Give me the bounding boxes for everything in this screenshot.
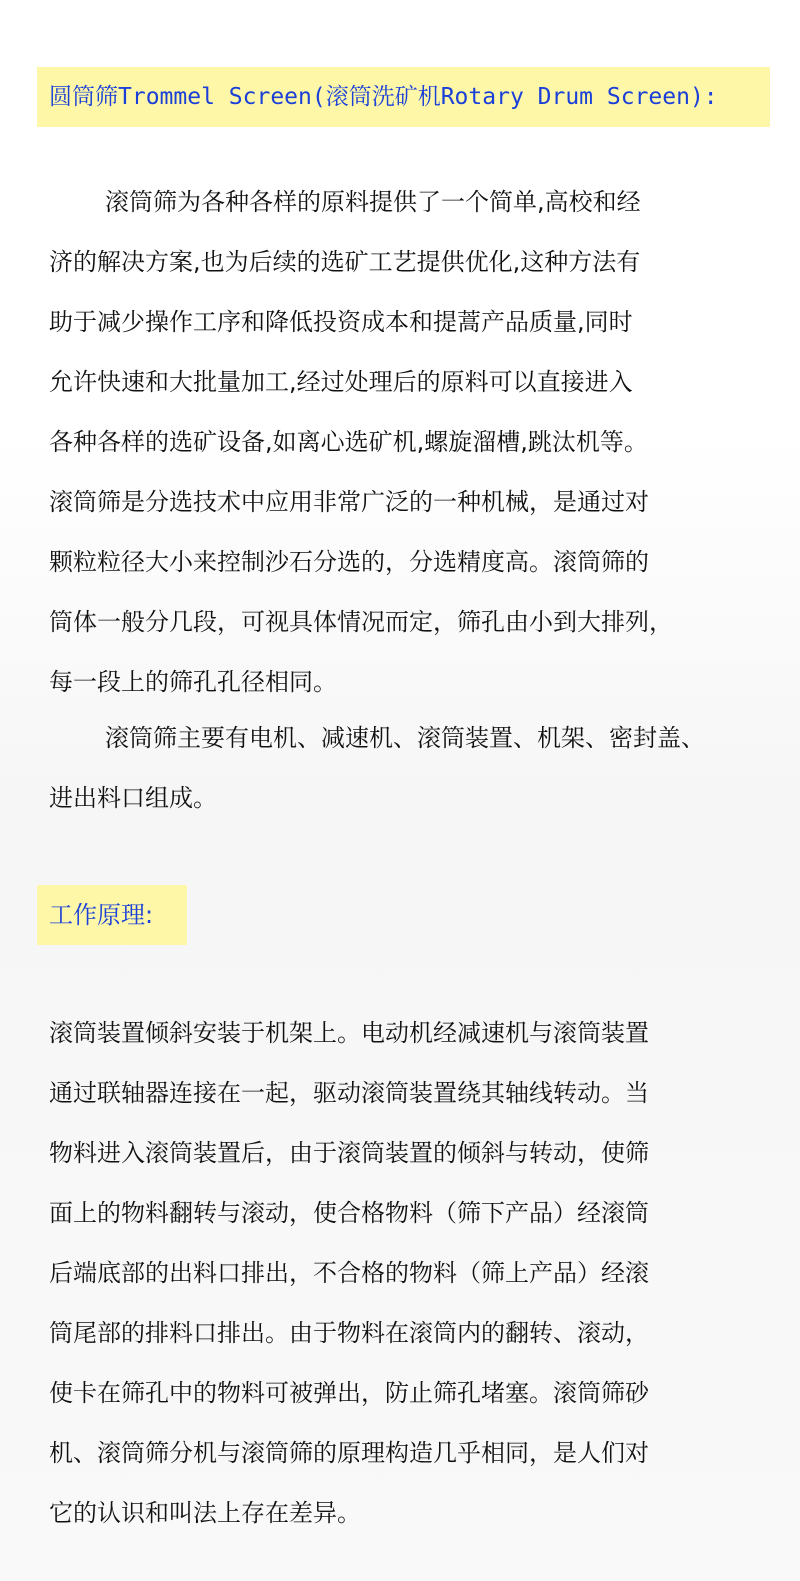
- section-heading-trommel-screen: 圆筒筛Trommel Screen(滚筒洗矿机Rotary Drum Screen):: [37, 67, 770, 127]
- intro-paragraph: [49, 172, 673, 712]
- paragraph-line: 筒体一般分几段，可视具体情况而定，筛孔由小到大排列，: [49, 608, 673, 636]
- paragraph-line: 进出料口组成。: [49, 784, 217, 812]
- paragraph-line: 使卡在筛孔中的物料可被弹出，防止筛孔堵塞。滚筒筛砂: [49, 1379, 649, 1407]
- paragraph-line: 允许快速和大批量加工,经过处理后的原料可以直接进入: [49, 368, 633, 396]
- paragraph-line: 每一段上的筛孔孔径相同。: [49, 668, 337, 696]
- paragraph-line: 济的解决方案,也为后续的选矿工艺提供优化,这种方法有: [49, 248, 641, 276]
- section-heading-working-principle: 工作原理:: [37, 885, 187, 945]
- paragraph-line: 面上的物料翻转与滚动，使合格物料（筛下产品）经滚筒: [49, 1199, 649, 1227]
- paragraph-line: 滚筒筛主要有电机、减速机、滚筒装置、机架、密封盖、: [105, 724, 705, 752]
- paragraph-line: 机、滚筒筛分机与滚筒筛的原理构造几乎相同，是人们对: [49, 1439, 649, 1467]
- paragraph-line: 后端底部的出料口排出，不合格的物料（筛上产品）经滚: [49, 1259, 649, 1287]
- paragraph-line: 颗粒粒径大小来控制沙石分选的，分选精度高。滚筒筛的: [49, 548, 649, 576]
- components-paragraph: [49, 708, 705, 828]
- paragraph-line: 物料进入滚筒装置后，由于滚筒装置的倾斜与转动，使筛: [49, 1139, 649, 1167]
- paragraph-line: 滚筒筛为各种各样的原料提供了一个简单,高校和经: [105, 188, 641, 216]
- paragraph-line: 各种各样的选矿设备,如离心选矿机,螺旋溜槽,跳汰机等。: [49, 428, 648, 456]
- paragraph-line: 滚筒装置倾斜安装于机架上。电动机经减速机与滚筒装置: [49, 1019, 649, 1047]
- working-principle-paragraph: [49, 1003, 649, 1543]
- paragraph-line: 助于减少操作工序和降低投资成本和提蒿产品质量,同时: [49, 308, 633, 336]
- paragraph-line: 筒尾部的排料口排出。由于物料在滚筒内的翻转、滚动，: [49, 1319, 649, 1347]
- paragraph-line: 滚筒筛是分选技术中应用非常广泛的一种机械，是通过对: [49, 488, 649, 516]
- paragraph-line: 它的认识和叫法上存在差异。: [49, 1499, 361, 1527]
- paragraph-line: 通过联轴器连接在一起，驱动滚筒装置绕其轴线转动。当: [49, 1079, 649, 1107]
